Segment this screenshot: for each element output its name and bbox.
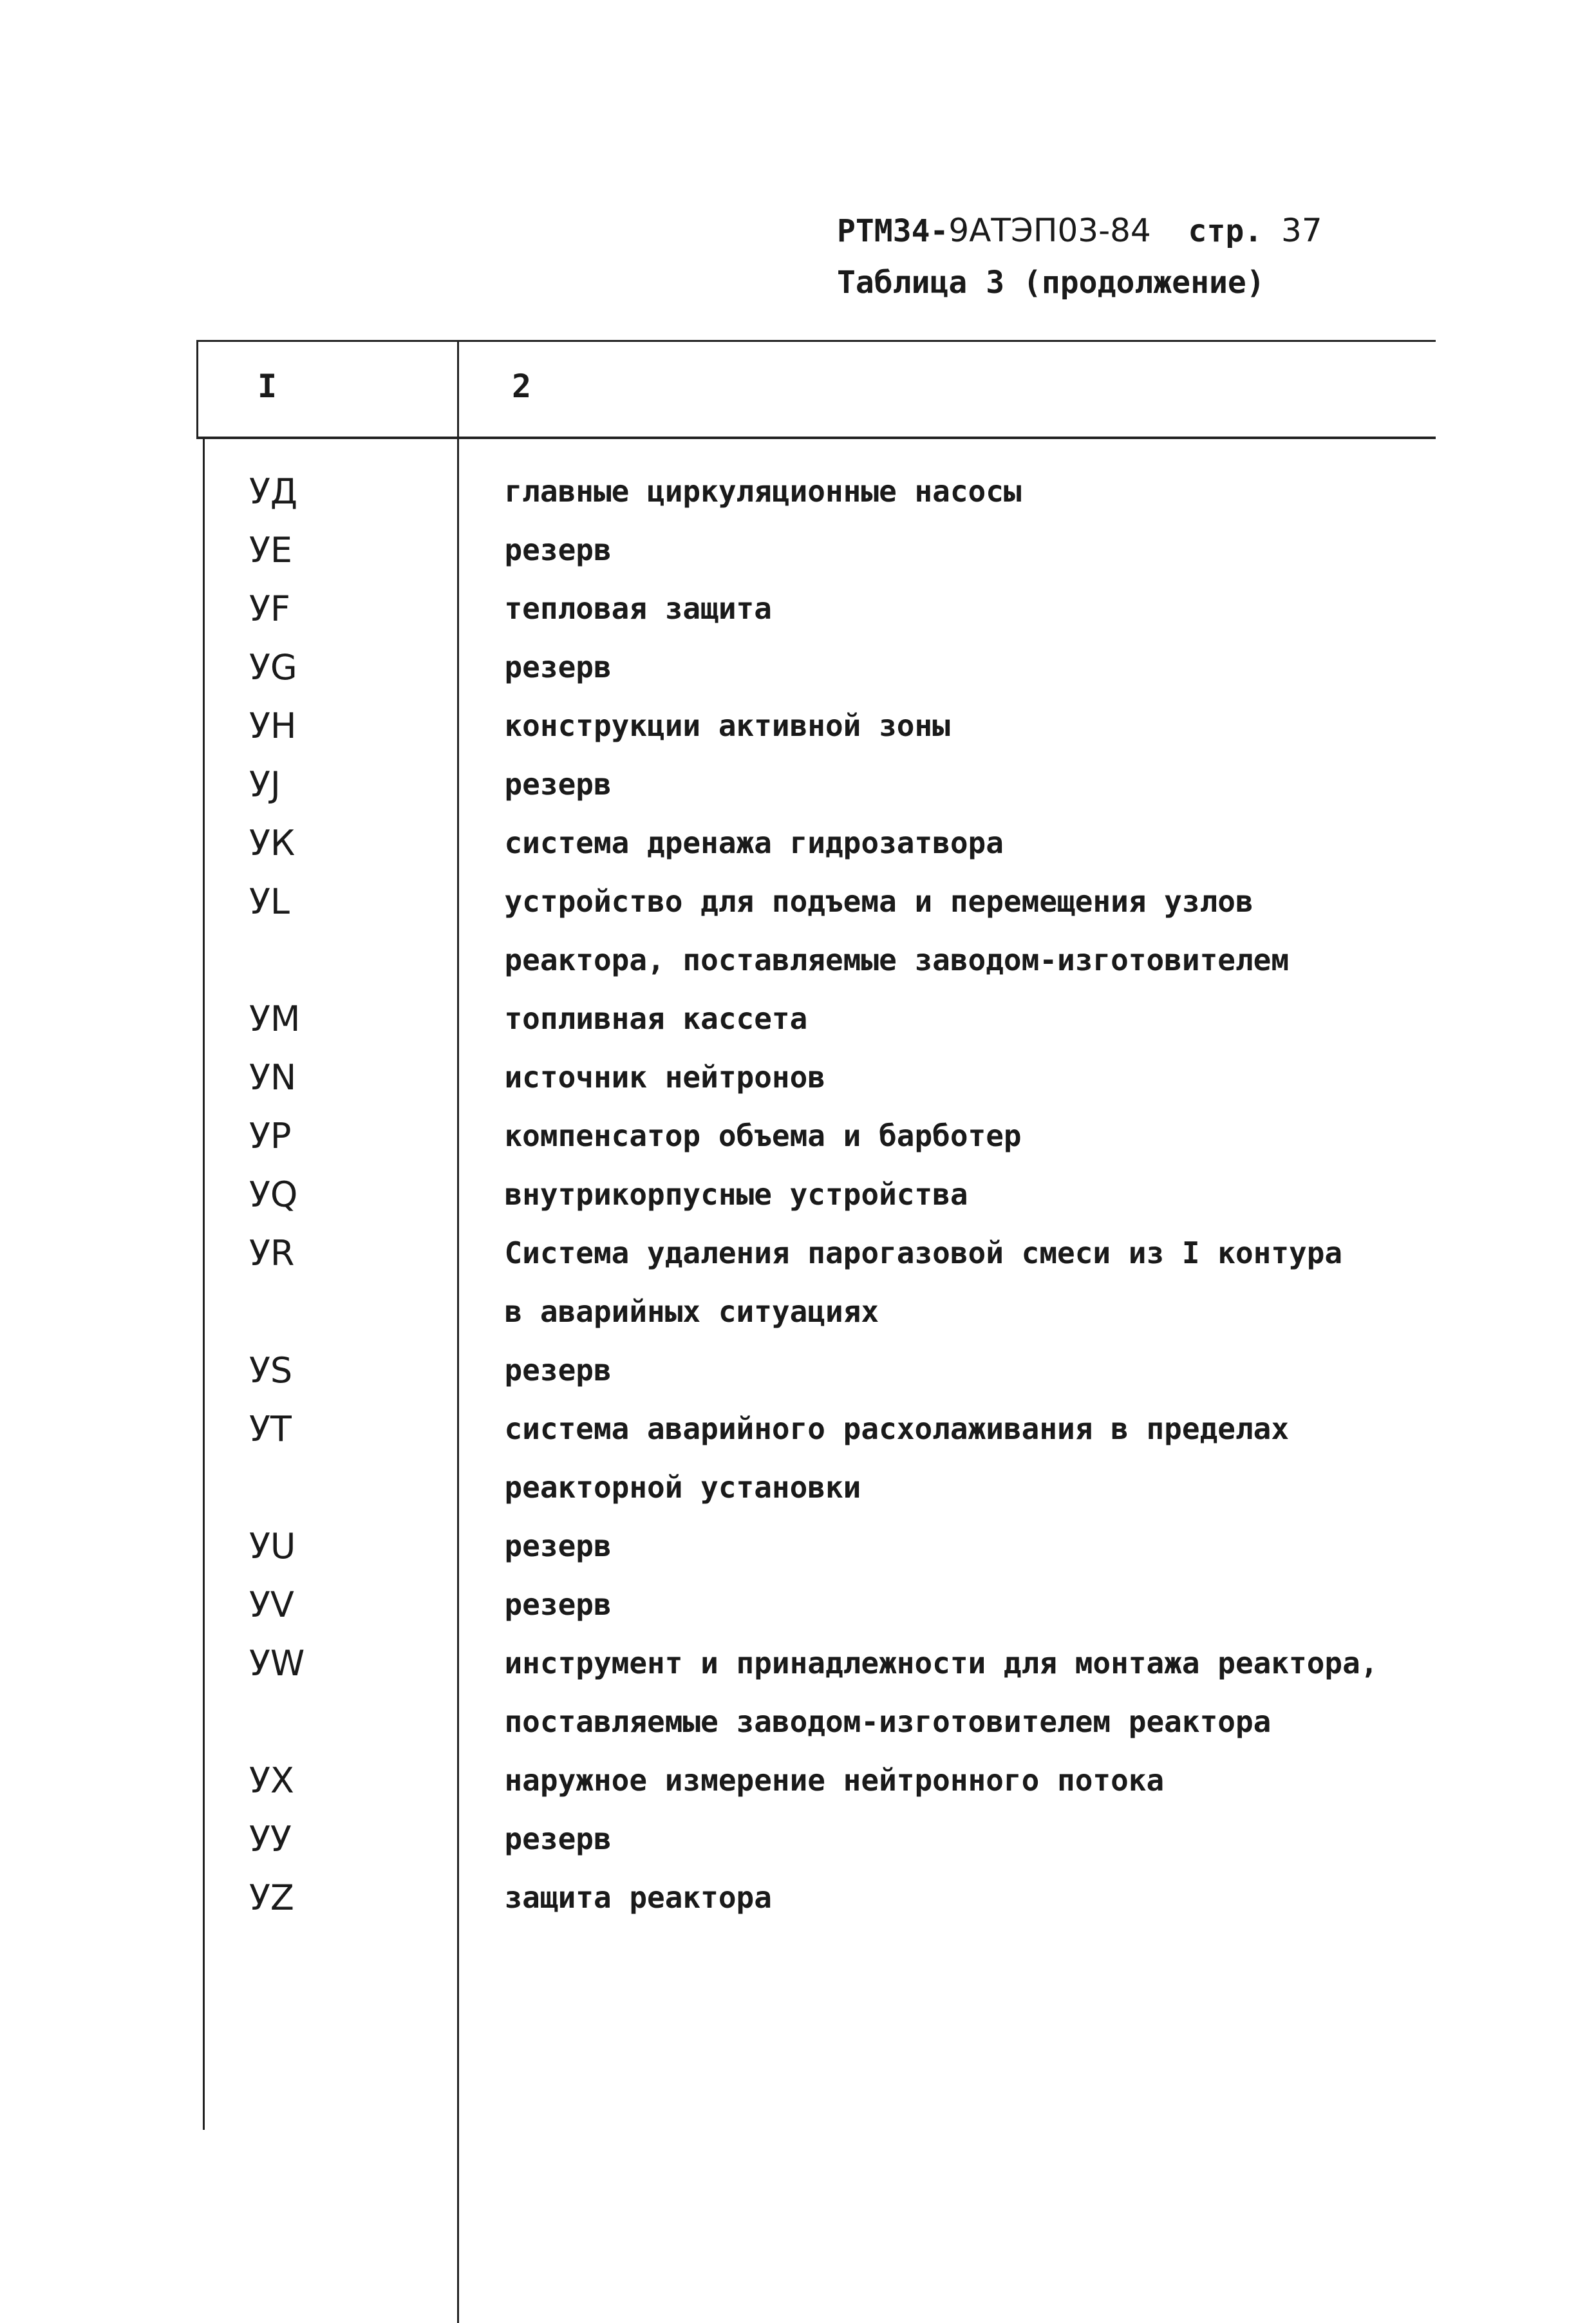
table-row (196, 872, 1436, 990)
row-code: УР (249, 1116, 292, 1156)
table-row (196, 462, 1436, 521)
document-code-line (837, 205, 1322, 257)
column-header-1: I (258, 368, 277, 405)
row-description (449, 1400, 1436, 1517)
row-description (449, 1107, 1436, 1165)
description-line: наружное измерение нейтронного потока (504, 1763, 1165, 1798)
table-row (196, 638, 1436, 697)
row-description (449, 990, 1436, 1048)
row-code: УW (249, 1643, 305, 1684)
description-line: источник нейтронов (504, 1060, 825, 1095)
row-description (449, 1634, 1436, 1751)
description-line: в аварийных ситуациях (504, 1294, 879, 1329)
row-code: УG (249, 647, 297, 688)
row-description (449, 1868, 1436, 1927)
row-description (449, 1224, 1436, 1341)
table-row (196, 1868, 1436, 1927)
page-label: стр. (1188, 213, 1263, 249)
column-header-2: 2 (512, 368, 532, 405)
table-row (196, 521, 1436, 579)
table-left-rule (196, 340, 198, 437)
description-line: внутрикорпусные устройства (504, 1177, 968, 1212)
description-line: устройство для подъема и перемещения узлов (504, 884, 1253, 919)
description-line: система дренажа гидрозатвора (504, 825, 1004, 860)
row-code: УТ (249, 1409, 292, 1449)
table-body (196, 462, 1436, 1927)
table-row (196, 1634, 1436, 1751)
row-description (449, 1048, 1436, 1107)
row-description (449, 1810, 1436, 1868)
row-code: УR (249, 1233, 295, 1274)
table-row (196, 814, 1436, 872)
row-description (449, 579, 1436, 638)
table-row (196, 1517, 1436, 1575)
description-line: резерв (504, 1528, 612, 1563)
description-line: резерв (504, 532, 612, 567)
row-description (449, 1517, 1436, 1575)
description-line: резерв (504, 650, 612, 684)
table-row (196, 1575, 1436, 1634)
row-description (449, 521, 1436, 579)
description-line: главные циркуляционные насосы (504, 474, 1022, 509)
row-code: УХ (249, 1760, 294, 1801)
row-description (449, 1341, 1436, 1400)
page-number: 37 (1281, 212, 1322, 249)
table-top-rule (196, 340, 1436, 342)
row-code: УJ (249, 764, 281, 805)
description-line: топливная кассета (504, 1001, 808, 1036)
description-line: резерв (504, 767, 612, 802)
row-code: УL (249, 881, 290, 922)
row-description (449, 462, 1436, 521)
table-row (196, 755, 1436, 814)
row-code: УF (249, 588, 290, 629)
row-description (449, 1165, 1436, 1224)
description-line: Система удаления парогазовой смеси из I контура (504, 1236, 1343, 1270)
row-code: УZ (249, 1877, 294, 1918)
table-row (196, 1048, 1436, 1107)
row-description (449, 872, 1436, 990)
row-code: УN (249, 1057, 297, 1098)
table-row (196, 579, 1436, 638)
table-row (196, 697, 1436, 755)
description-line: инструмент и принадлежности для монтажа реактора, (504, 1646, 1378, 1680)
table-row (196, 1165, 1436, 1224)
row-code: УV (249, 1585, 294, 1625)
table-row (196, 1751, 1436, 1810)
row-description (449, 697, 1436, 755)
table-caption: Таблица 3 (продолжение) (837, 265, 1265, 301)
row-description (449, 1575, 1436, 1634)
row-description (449, 1751, 1436, 1810)
description-line: тепловая защита (504, 591, 772, 626)
table-row (196, 1341, 1436, 1400)
description-line: реакторной установки (504, 1470, 861, 1505)
table-row (196, 1224, 1436, 1341)
description-line: защита реактора (504, 1880, 772, 1915)
description-line: резерв (504, 1353, 612, 1387)
description-line: резерв (504, 1821, 612, 1856)
table-row (196, 1810, 1436, 1868)
row-code: УQ (249, 1174, 298, 1215)
row-description (449, 755, 1436, 814)
row-code: УМ (249, 999, 301, 1039)
document-code-printed: РТМ34- (837, 213, 949, 249)
description-line: система аварийного расхолаживания в пределах (504, 1411, 1290, 1446)
row-code: УД (249, 471, 298, 512)
row-code: УН (249, 706, 297, 746)
row-code: УЕ (249, 530, 293, 570)
description-line: реактора, поставляемые заводом-изготовителем (504, 943, 1290, 977)
table-header-rule (196, 437, 1436, 439)
document-code-handwritten: 9АТЭП03-84 (948, 212, 1151, 249)
codes-table (196, 340, 1436, 2130)
row-description (449, 814, 1436, 872)
table-row (196, 1107, 1436, 1165)
row-code: УК (249, 823, 296, 863)
row-code: УУ (249, 1819, 292, 1859)
description-line: резерв (504, 1587, 612, 1622)
description-line: конструкции активной зоны (504, 708, 950, 743)
page-header (837, 205, 1322, 308)
row-description (449, 638, 1436, 697)
row-code: УU (249, 1526, 296, 1566)
description-line: компенсатор объема и барботер (504, 1118, 1022, 1153)
table-row (196, 1400, 1436, 1517)
description-line: поставляемые заводом-изготовителем реактора (504, 1704, 1272, 1739)
row-code: УS (249, 1350, 293, 1391)
table-row (196, 990, 1436, 1048)
